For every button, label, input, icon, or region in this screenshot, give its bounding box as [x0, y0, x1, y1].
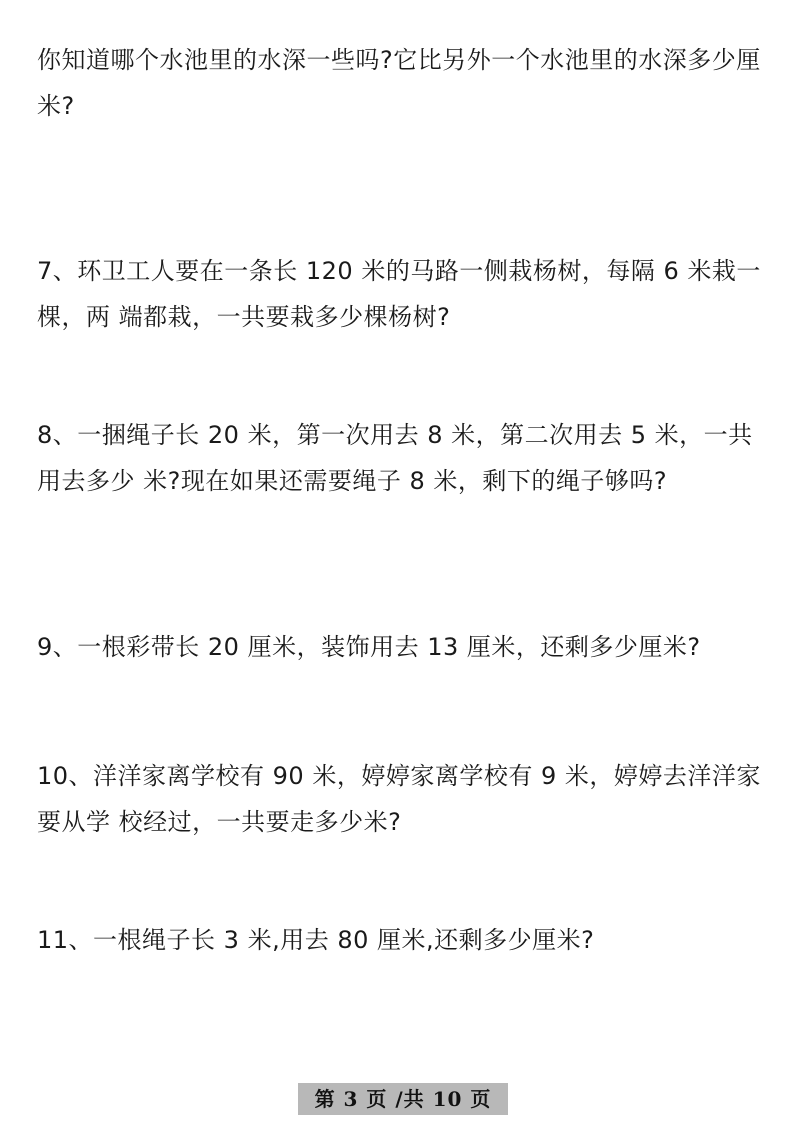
text-line: 10、洋洋家离学校有 90 米，婷婷家离学校有 9 米，婷婷去洋洋家 — [37, 762, 761, 790]
text-line: 9、一根彩带长 20 厘米，装饰用去 13 厘米，还剩多少厘米? — [37, 633, 701, 661]
question-11 — [37, 917, 777, 963]
text-line: 棵，两 端都栽，一共要栽多少棵杨树? — [37, 303, 451, 331]
question-8 — [37, 412, 777, 504]
question-6-continuation — [37, 37, 777, 129]
page-number-footer: 第 3 页 /共 10 页 — [298, 1083, 508, 1115]
text-line: 8、一捆绳子长 20 米，第一次用去 8 米，第二次用去 5 米，一共 — [37, 421, 753, 449]
text-line: 米? — [37, 92, 75, 120]
question-7 — [37, 248, 777, 340]
text-line: 用去多少 米?现在如果还需要绳子 8 米，剩下的绳子够吗? — [37, 467, 668, 495]
question-9 — [37, 624, 777, 670]
question-10 — [37, 753, 777, 845]
text-line: 11、一根绳子长 3 米,用去 80 厘米,还剩多少厘米? — [37, 926, 595, 954]
text-line: 7、环卫工人要在一条长 120 米的马路一侧栽杨树，每隔 6 米栽一 — [37, 257, 761, 285]
text-line: 你知道哪个水池里的水深一些吗?它比另外一个水池里的水深多少厘 — [37, 46, 761, 74]
text-line: 要从学 校经过，一共要走多少米? — [37, 808, 402, 836]
